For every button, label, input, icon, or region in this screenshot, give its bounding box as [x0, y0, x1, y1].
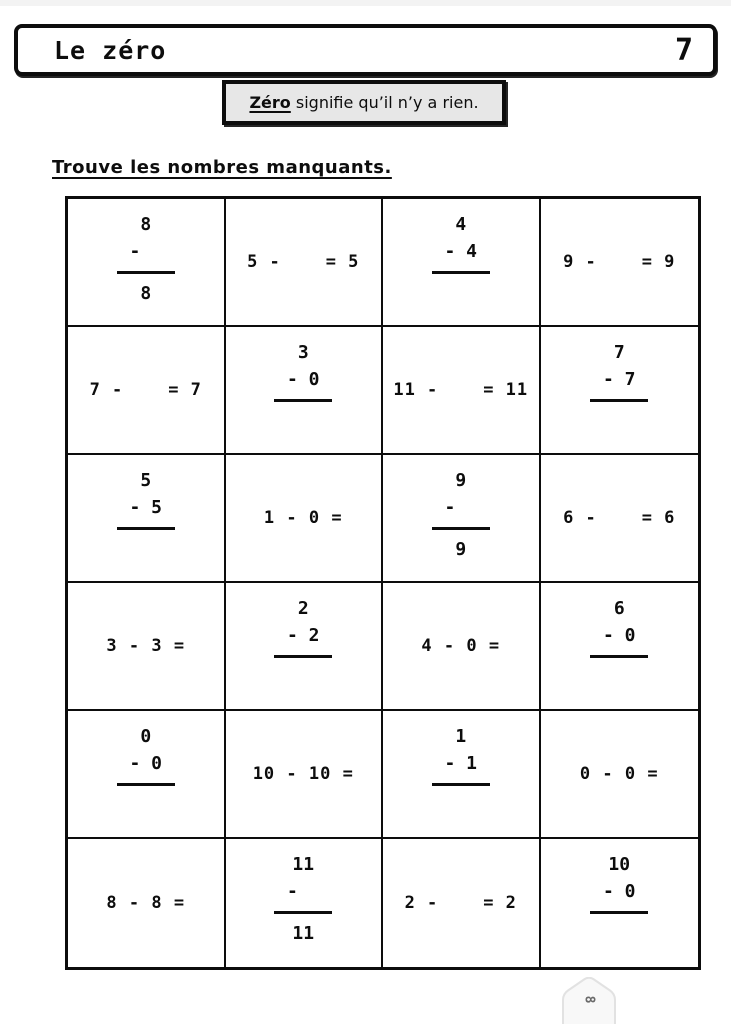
- difference: 9: [455, 539, 467, 560]
- problem-cell: [383, 199, 541, 327]
- difference: 11: [292, 923, 315, 944]
- subtrahend-row: -: [129, 241, 162, 262]
- problem-cell: [68, 199, 226, 327]
- answer-line: [590, 399, 648, 402]
- minuend: 8: [140, 214, 152, 235]
- subtrahend-row: -: [444, 497, 477, 518]
- subtrahend-row: - 7: [602, 369, 636, 390]
- horizontal-problem: 1 - 0 =: [263, 508, 343, 528]
- difference: [584, 921, 654, 947]
- problem-cell: [541, 839, 699, 967]
- difference: [111, 793, 181, 819]
- problem-cell: [226, 455, 384, 583]
- problem-cell: [541, 199, 699, 327]
- problem-cell: [68, 583, 226, 711]
- subtrahend-row: - 0: [602, 881, 636, 902]
- minuend: 10: [608, 854, 631, 875]
- answer-line: [117, 271, 175, 274]
- page-scroll-badge[interactable]: [560, 977, 618, 1024]
- problem-cell: [541, 327, 699, 455]
- problem-cell: [383, 583, 541, 711]
- minuend: 0: [140, 726, 152, 747]
- horizontal-problem: 7 - = 7: [89, 380, 202, 400]
- vertical-problem: [111, 723, 181, 837]
- page-marker-number: 8: [581, 995, 597, 1004]
- answer-line: [117, 783, 175, 786]
- problem-cell: [226, 199, 384, 327]
- problem-cell: [226, 327, 384, 455]
- answer-line: [274, 399, 332, 402]
- minuend: 7: [613, 342, 625, 363]
- minuend: 5: [140, 470, 152, 491]
- difference: 8: [140, 283, 152, 304]
- vertical-problem: [426, 211, 496, 325]
- problem-cell: [226, 583, 384, 711]
- problem-cell: [226, 711, 384, 839]
- answer-line: [274, 911, 332, 914]
- minuend: 3: [297, 342, 309, 363]
- vertical-problem: [584, 339, 654, 453]
- problem-cell: [383, 455, 541, 583]
- answer-line: [590, 911, 648, 914]
- problem-cell: [68, 455, 226, 583]
- horizontal-problem: 3 - 3 =: [106, 636, 186, 656]
- problem-cell: [541, 455, 699, 583]
- subtrahend-row: - 2: [286, 625, 320, 646]
- horizontal-problem: 0 - 0 =: [579, 764, 659, 784]
- difference: [111, 537, 181, 563]
- callout-text: signifie qu’il n’y a rien.: [290, 93, 479, 112]
- problem-cell: [383, 327, 541, 455]
- subtrahend-row: - 0: [602, 625, 636, 646]
- vertical-problem: [111, 211, 181, 325]
- problem-cell: [68, 327, 226, 455]
- difference: [268, 409, 338, 435]
- answer-line: [590, 655, 648, 658]
- vertical-problem: [426, 467, 496, 581]
- minuend: 9: [455, 470, 467, 491]
- page-top-edge: [0, 0, 731, 6]
- minuend: 11: [292, 854, 315, 875]
- answer-line: [432, 527, 490, 530]
- problem-cell: [541, 583, 699, 711]
- problem-cell: [383, 711, 541, 839]
- horizontal-problem: 9 - = 9: [563, 252, 676, 272]
- answer-line: [117, 527, 175, 530]
- horizontal-problem: 11 - = 11: [393, 380, 529, 400]
- horizontal-problem: 6 - = 6: [563, 508, 676, 528]
- callout-highlight: Zéro: [249, 93, 291, 112]
- difference: [268, 665, 338, 691]
- difference: [584, 665, 654, 691]
- horizontal-problem: 2 - = 2: [404, 893, 517, 913]
- horizontal-problem: 10 - 10 =: [252, 764, 354, 784]
- definition-callout: [222, 80, 506, 125]
- vertical-problem: [268, 851, 338, 967]
- vertical-problem: [268, 595, 338, 709]
- subtrahend-row: - 0: [286, 369, 320, 390]
- vertical-problem: [111, 467, 181, 581]
- worksheet-title-box: [14, 24, 717, 76]
- minuend: 1: [455, 726, 467, 747]
- vertical-problem: [584, 595, 654, 709]
- difference: [426, 793, 496, 819]
- answer-line: [432, 271, 490, 274]
- problem-cell: [68, 839, 226, 967]
- problem-cell: [541, 711, 699, 839]
- vertical-problem: [268, 339, 338, 453]
- problem-cell: [383, 839, 541, 967]
- problem-cell: [226, 839, 384, 967]
- subtrahend-row: - 1: [444, 753, 477, 774]
- subtrahend-row: - 4: [444, 241, 477, 262]
- difference: [426, 281, 496, 307]
- horizontal-problem: 8 - 8 =: [106, 893, 186, 913]
- horizontal-problem: 4 - 0 =: [421, 636, 501, 656]
- subtrahend-row: - 0: [129, 753, 162, 774]
- minuend: 2: [297, 598, 309, 619]
- worksheet-number: 7: [674, 32, 693, 68]
- answer-line: [432, 783, 490, 786]
- problem-cell: [68, 711, 226, 839]
- subtrahend-row: -: [286, 881, 320, 902]
- vertical-problem: [584, 851, 654, 967]
- page-title: Le zéro: [54, 35, 167, 65]
- answer-line: [274, 655, 332, 658]
- difference: [584, 409, 654, 435]
- subtrahend-row: - 5: [129, 497, 162, 518]
- horizontal-problem: 5 - = 5: [247, 252, 360, 272]
- minuend: 6: [613, 598, 625, 619]
- vertical-problem: [426, 723, 496, 837]
- minuend: 4: [455, 214, 467, 235]
- problems-table: [65, 196, 701, 970]
- instruction-heading: Trouve les nombres manquants.: [52, 157, 392, 178]
